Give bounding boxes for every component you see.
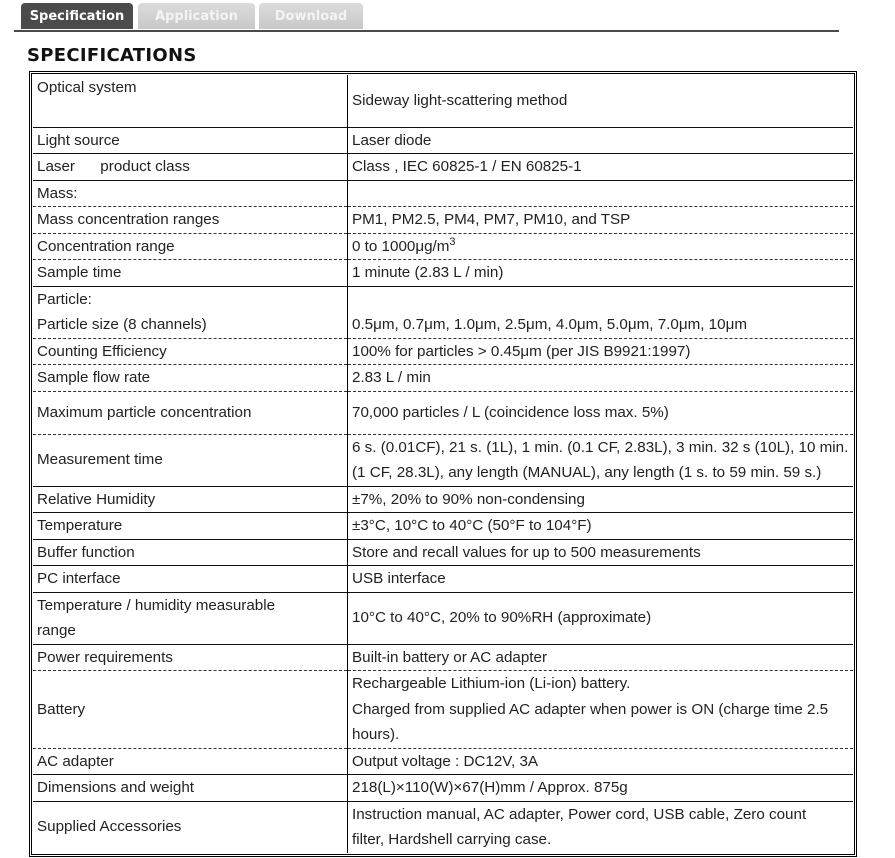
tab-application[interactable]: Application [138, 3, 255, 29]
table-row [33, 207, 853, 234]
spec-value-line: Rechargeable Lithium-ion (Li-ion) battery. [352, 675, 631, 692]
spec-key: Temperature [33, 513, 348, 540]
table-row [33, 180, 853, 207]
spec-key: Sample flow rate [33, 365, 348, 392]
table-row [33, 775, 853, 802]
spec-key: Power requirements [33, 644, 348, 671]
table-row [33, 748, 853, 775]
spec-key: Counting Efficiency [33, 338, 348, 365]
tab-specification[interactable]: Specification [21, 3, 133, 29]
spec-value: ±7%, 20% to 90% non-condensing [348, 486, 854, 513]
spec-value: Output voltage : DC12V, 3A [348, 748, 854, 775]
spec-value: 6 s. (0.01CF), 21 s. (1L), 1 min. (0.1 CF, 2.83L), 3 min. 32 s (10L), 10 min. (1 CF, 28.3L), any length (MANUAL), any length (1 s. to 59 min. 59 s.) [348, 434, 854, 486]
spec-key: Relative Humidity [33, 486, 348, 513]
table-row [33, 592, 853, 644]
spec-value [348, 180, 854, 207]
spec-key: Buffer function [33, 539, 348, 566]
table-row [33, 391, 853, 434]
spec-value: 10°C to 40°C, 20% to 90%RH (approximate) [348, 592, 854, 644]
spec-value: ±3°C, 10°C to 40°C (50°F to 104°F) [348, 513, 854, 540]
table-row [33, 801, 853, 853]
spec-table-frame [29, 71, 857, 857]
table-row [33, 75, 853, 127]
spec-key-group: Particle: [37, 290, 92, 308]
spec-value [348, 233, 854, 260]
spec-value: Laser diode [348, 127, 854, 154]
table-row [33, 513, 853, 540]
table-row [33, 286, 853, 338]
spec-value: Store and recall values for up to 500 measurements [348, 539, 854, 566]
table-row [33, 154, 853, 181]
spec-value: 0.5μm, 0.7μm, 1.0μm, 2.5μm, 4.0μm, 5.0μm, 7.0μm, 10μm [348, 286, 854, 338]
spec-key: PC interface [33, 566, 348, 593]
spec-value-line: Charged from supplied AC adapter when power is ON (charge time 2.5 hours). [352, 700, 829, 743]
spec-value: 2.83 L / min [348, 365, 854, 392]
spec-table [33, 75, 853, 853]
spec-key: Maximum particle concentration [33, 391, 348, 434]
spec-key: Measurement time [33, 434, 348, 486]
spec-value: Built-in battery or AC adapter [348, 644, 854, 671]
table-row [33, 365, 853, 392]
spec-value [348, 671, 854, 749]
table-row [33, 434, 853, 486]
table-row [33, 260, 853, 287]
spec-value: 100% for particles > 0.45μm (per JIS B9921:1997) [348, 338, 854, 365]
table-row [33, 644, 853, 671]
tab-bar [14, 3, 839, 32]
spec-key: Battery [33, 671, 348, 749]
table-row [33, 233, 853, 260]
tab-download[interactable]: Download [259, 3, 363, 29]
table-row [33, 671, 853, 749]
spec-value: 70,000 particles / L (coincidence loss max. 5%) [348, 391, 854, 434]
page-title: SPECIFICATIONS [27, 45, 197, 66]
spec-value: 1 minute (2.83 L / min) [348, 260, 854, 287]
spec-key: Concentration range [33, 233, 348, 260]
spec-key: Dimensions and weight [33, 775, 348, 802]
spec-key: Laser product class [33, 154, 348, 181]
spec-key [33, 286, 348, 338]
spec-key: Sample time [33, 260, 348, 287]
spec-value: Sideway light-scattering method [352, 92, 568, 109]
spec-value: Class , IEC 60825-1 / EN 60825-1 [348, 154, 854, 181]
spec-key: AC adapter [33, 748, 348, 775]
table-row [33, 338, 853, 365]
table-row [33, 539, 853, 566]
spec-key: Supplied Accessories [33, 801, 348, 853]
spec-key: Temperature / humidity measurable range [33, 592, 348, 644]
spec-value: PM1, PM2.5, PM4, PM7, PM10, and TSP [348, 207, 854, 234]
table-row [33, 486, 853, 513]
spec-value: 218(L)×110(W)×67(H)mm / Approx. 875g [348, 775, 854, 802]
table-row [33, 566, 853, 593]
spec-key: Mass: [33, 180, 348, 207]
superscript: 3 [449, 235, 456, 248]
spec-key: Optical system [33, 75, 348, 127]
spec-key: Mass concentration ranges [33, 207, 348, 234]
spec-value: USB interface [348, 566, 854, 593]
spec-key: Light source [33, 127, 348, 154]
spec-value: Instruction manual, AC adapter, Power cord, USB cable, Zero count filter, Hardshell carrying case. [348, 801, 854, 853]
spec-value-text: 0 to 1000μg/m [352, 237, 450, 255]
table-row [33, 127, 853, 154]
spec-key-sub: Particle size (8 channels) [37, 316, 207, 333]
